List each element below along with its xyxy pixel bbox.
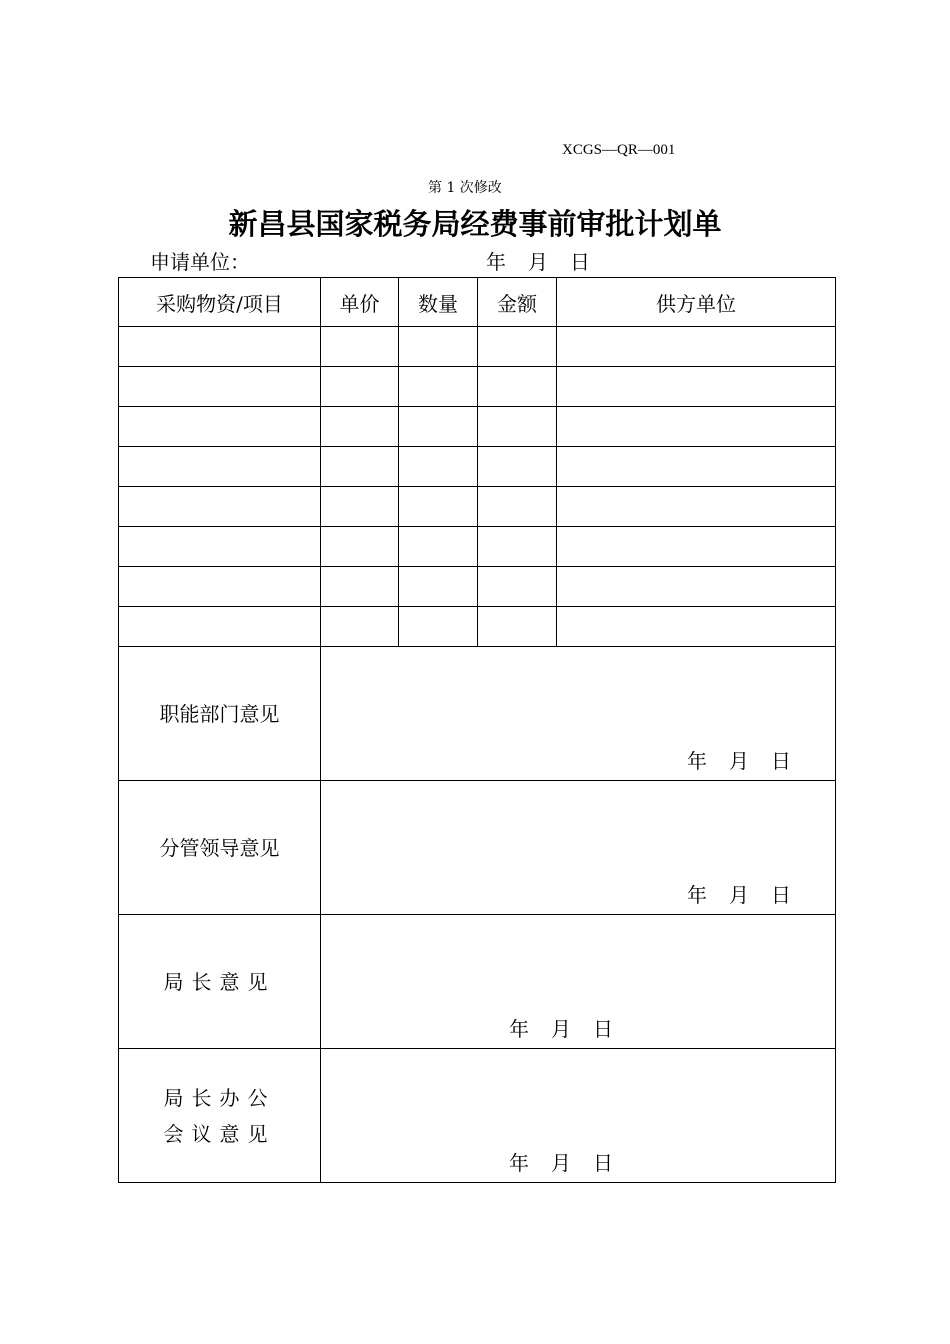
opinion-label-supervisor: 分管领导意见 bbox=[119, 781, 321, 915]
table-row bbox=[119, 527, 836, 567]
header-amount: 金额 bbox=[478, 278, 557, 327]
cell-supplier[interactable] bbox=[557, 487, 836, 527]
opinion-row-office-meeting bbox=[119, 1049, 836, 1183]
cell-quantity[interactable] bbox=[399, 327, 478, 367]
cell-amount[interactable] bbox=[478, 567, 557, 607]
cell-amount[interactable] bbox=[478, 487, 557, 527]
opinion-label-director: 局长意见 bbox=[119, 915, 321, 1049]
cell-unit-price[interactable] bbox=[321, 527, 399, 567]
cell-item[interactable] bbox=[119, 407, 321, 447]
opinion-row-supervisor bbox=[119, 781, 836, 915]
opinion-field-supervisor[interactable] bbox=[321, 781, 836, 915]
cell-quantity[interactable] bbox=[399, 527, 478, 567]
cell-unit-price[interactable] bbox=[321, 407, 399, 447]
opinion-field-director[interactable] bbox=[321, 915, 836, 1049]
cell-amount[interactable] bbox=[478, 447, 557, 487]
cell-amount[interactable] bbox=[478, 327, 557, 367]
cell-item[interactable] bbox=[119, 607, 321, 647]
date-day: 日 bbox=[570, 250, 590, 274]
table-row bbox=[119, 487, 836, 527]
cell-amount[interactable] bbox=[478, 367, 557, 407]
signature-date: 年 月 日 bbox=[687, 749, 791, 773]
table-row bbox=[119, 567, 836, 607]
applicant-label: 申请单位： bbox=[150, 250, 250, 274]
opinion-row-department bbox=[119, 647, 836, 781]
cell-amount[interactable] bbox=[478, 407, 557, 447]
table-header-row bbox=[119, 278, 836, 327]
cell-unit-price[interactable] bbox=[321, 367, 399, 407]
opinion-label-department: 职能部门意见 bbox=[119, 647, 321, 781]
cell-quantity[interactable] bbox=[399, 367, 478, 407]
header-unit-price: 单价 bbox=[321, 278, 399, 327]
opinion-field-office-meeting[interactable] bbox=[321, 1049, 836, 1183]
cell-quantity[interactable] bbox=[399, 487, 478, 527]
cell-unit-price[interactable] bbox=[321, 607, 399, 647]
cell-supplier[interactable] bbox=[557, 607, 836, 647]
cell-item[interactable] bbox=[119, 527, 321, 567]
table-row bbox=[119, 447, 836, 487]
cell-supplier[interactable] bbox=[557, 327, 836, 367]
document-code: XCGS—QR—001 bbox=[562, 142, 676, 158]
table-row bbox=[119, 367, 836, 407]
opinion-label-office-meeting: 局长办公 会议意见 bbox=[119, 1049, 321, 1183]
signature-date: 年 月 日 bbox=[509, 1017, 613, 1041]
table-row bbox=[119, 607, 836, 647]
cell-item[interactable] bbox=[119, 487, 321, 527]
cell-item[interactable] bbox=[119, 567, 321, 607]
cell-quantity[interactable] bbox=[399, 447, 478, 487]
header-date bbox=[486, 246, 590, 275]
date-year: 年 bbox=[486, 250, 506, 274]
revision-note: 第 1 次修改 bbox=[428, 180, 502, 196]
page-title: 新昌县国家税务局经费事前审批计划单 bbox=[228, 207, 722, 241]
cell-quantity[interactable] bbox=[399, 607, 478, 647]
table-row bbox=[119, 327, 836, 367]
signature-date: 年 月 日 bbox=[687, 883, 791, 907]
cell-supplier[interactable] bbox=[557, 447, 836, 487]
signature-date: 年 月 日 bbox=[509, 1151, 613, 1175]
cell-unit-price[interactable] bbox=[321, 567, 399, 607]
cell-item[interactable] bbox=[119, 367, 321, 407]
cell-amount[interactable] bbox=[478, 607, 557, 647]
cell-amount[interactable] bbox=[478, 527, 557, 567]
cell-quantity[interactable] bbox=[399, 567, 478, 607]
header-item: 采购物资/项目 bbox=[119, 278, 321, 327]
cell-unit-price[interactable] bbox=[321, 447, 399, 487]
cell-item[interactable] bbox=[119, 447, 321, 487]
cell-unit-price[interactable] bbox=[321, 487, 399, 527]
cell-supplier[interactable] bbox=[557, 567, 836, 607]
cell-unit-price[interactable] bbox=[321, 327, 399, 367]
opinion-field-department[interactable] bbox=[321, 647, 836, 781]
cell-supplier[interactable] bbox=[557, 367, 836, 407]
cell-supplier[interactable] bbox=[557, 527, 836, 567]
cell-item[interactable] bbox=[119, 327, 321, 367]
cell-quantity[interactable] bbox=[399, 407, 478, 447]
opinion-row-director bbox=[119, 915, 836, 1049]
header-supplier: 供方单位 bbox=[557, 278, 836, 327]
cell-supplier[interactable] bbox=[557, 407, 836, 447]
approval-table bbox=[118, 277, 836, 1183]
table-row bbox=[119, 407, 836, 447]
date-month: 月 bbox=[528, 250, 548, 274]
header-quantity: 数量 bbox=[399, 278, 478, 327]
